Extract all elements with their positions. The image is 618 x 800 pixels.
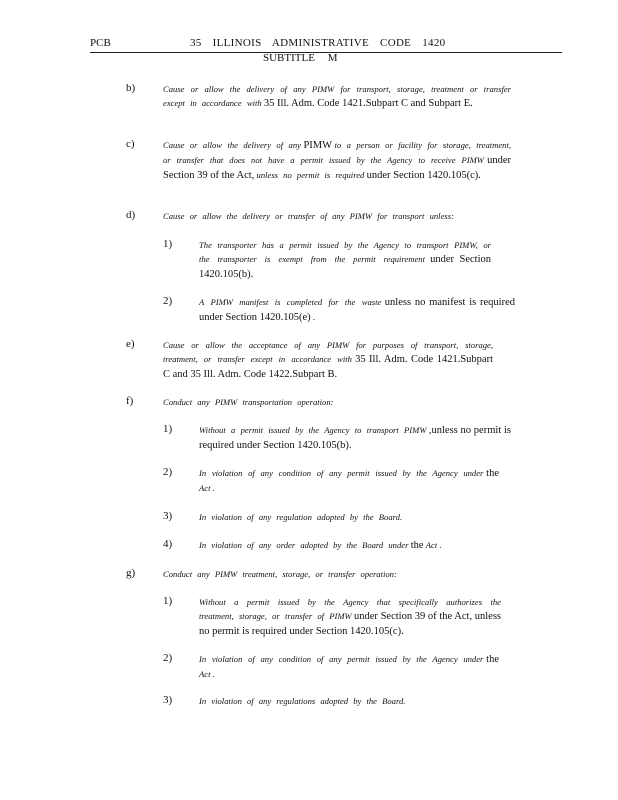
- item-f3-label: 3): [163, 510, 173, 522]
- item-c-part3: to a person or facility for storage, treatment, or transfer that does not have a permit issued by the Agency to receive PIMW: [163, 140, 512, 165]
- item-f4-the: the: [410, 540, 424, 551]
- header-subtitle: SUBTITLE M: [263, 52, 338, 64]
- page-header: [90, 36, 562, 53]
- item-c-part5: unless no permit is required: [256, 170, 365, 180]
- item-f4-period: .: [439, 540, 442, 550]
- item-f1-label: 1): [163, 423, 173, 435]
- item-f4-text: [199, 538, 499, 553]
- item-e-italic: Cause or allow the acceptance of any PIMW for purposes of transport, storage, treatment, or transfer except in accordance with: [163, 340, 493, 364]
- item-d2-roman: unless no manifest is required under Section 1420.105(e): [199, 297, 516, 323]
- item-f1-italic: Without a permit issued by the Agency to transport PIMW: [199, 425, 427, 435]
- item-g2-period: .: [212, 669, 215, 679]
- item-b-italic: Cause or allow the delivery of any PIMW for transport, storage, treatment or transfer except in accordance with: [163, 84, 511, 108]
- item-d-label: d): [126, 209, 136, 221]
- item-c-label: c): [126, 138, 135, 150]
- item-f2-label: 2): [163, 466, 173, 478]
- item-f1-roman: ,unless no permit is required under Section 1420.105(b).: [199, 425, 511, 451]
- item-g3-label: 3): [163, 694, 173, 706]
- item-f4-label: 4): [163, 538, 173, 550]
- item-g2-the: the: [486, 654, 499, 665]
- item-c-part6: under Section 1420.105(c).: [366, 170, 481, 181]
- item-f2-act: Act: [199, 483, 211, 493]
- item-e-label: e): [126, 338, 135, 350]
- item-f4-act: Act: [425, 540, 438, 550]
- item-g-text: [163, 567, 511, 581]
- item-b-roman: 35 Ill. Adm. Code 1421.Subpart C and Subpart E.: [263, 98, 473, 109]
- item-d1-text: [199, 238, 491, 282]
- header-title: 35 ILLINOIS ADMINISTRATIVE CODE 1420: [190, 37, 446, 49]
- item-c-part2: PIMW: [303, 140, 333, 151]
- item-f3-italic: In violation of any regulation adopted by the Board.: [199, 512, 403, 522]
- item-g3-text: [199, 694, 499, 708]
- item-f4-italic: In violation of any order adopted by the Board under: [199, 540, 409, 550]
- item-g1-roman: under Section 39 of the Act, unless no permit is required under Section 1420.105(c).: [199, 611, 502, 637]
- item-b-label: b): [126, 82, 136, 94]
- item-d2-italic: A PIMW manifest is completed for the waste: [199, 297, 382, 307]
- item-d-text: [163, 209, 511, 223]
- item-c-part4: under Section 39 of the Act,: [163, 155, 511, 181]
- item-g-label: g): [126, 567, 136, 579]
- item-f2-period: .: [212, 483, 215, 493]
- item-d-intro: Cause or allow the delivery or transfer of any PIMW for transport unless:: [163, 211, 454, 221]
- item-b-text: [163, 82, 511, 111]
- item-e-roman: 35 Ill. Adm. Code 1421.Subpart C and 35 Ill. Adm. Code 1422.Subpart B.: [163, 354, 493, 380]
- item-c-text: [163, 138, 511, 183]
- item-d1-italic: The transporter has a permit issued by the Agency to transport PIMW, or the transporter is exempt from the permit requirement: [199, 240, 491, 264]
- item-d1-roman: under Section 1420.105(b).: [199, 254, 491, 280]
- item-g2-label: 2): [163, 652, 173, 664]
- item-e-text: [163, 338, 493, 382]
- item-f2-the: the: [486, 468, 499, 479]
- item-g-intro: Conduct any PIMW treatment, storage, or transfer operation:: [163, 569, 397, 579]
- item-f-label: f): [126, 395, 134, 407]
- item-d2-label: 2): [163, 295, 173, 307]
- item-f1-text: [199, 423, 511, 453]
- item-g2-text: [199, 652, 499, 681]
- item-f2-text: [199, 466, 499, 495]
- item-d2-period: .: [312, 312, 316, 322]
- item-g2-italic: In violation of any condition of any permit issued by the Agency under: [199, 654, 484, 664]
- item-g3-italic: In violation of any regulations adopted by the Board.: [199, 696, 406, 706]
- item-c-part1: Cause or allow the delivery of any: [163, 140, 301, 150]
- item-g1-italic: Without a permit issued by the Agency that specifically authorizes the treatment, storage, or transfer of PIMW: [199, 597, 501, 621]
- item-f3-text: [199, 510, 499, 524]
- item-f-text: [163, 395, 511, 409]
- item-g1-label: 1): [163, 595, 173, 607]
- item-f2-italic: In violation of any condition of any permit issued by the Agency under: [199, 468, 484, 478]
- item-g2-act: Act: [199, 669, 211, 679]
- item-d2-text: [199, 295, 515, 325]
- header-left: PCB: [90, 37, 111, 49]
- item-d1-label: 1): [163, 238, 173, 250]
- item-g1-text: [199, 595, 501, 639]
- item-f-intro: Conduct any PIMW transportation operation:: [163, 397, 334, 407]
